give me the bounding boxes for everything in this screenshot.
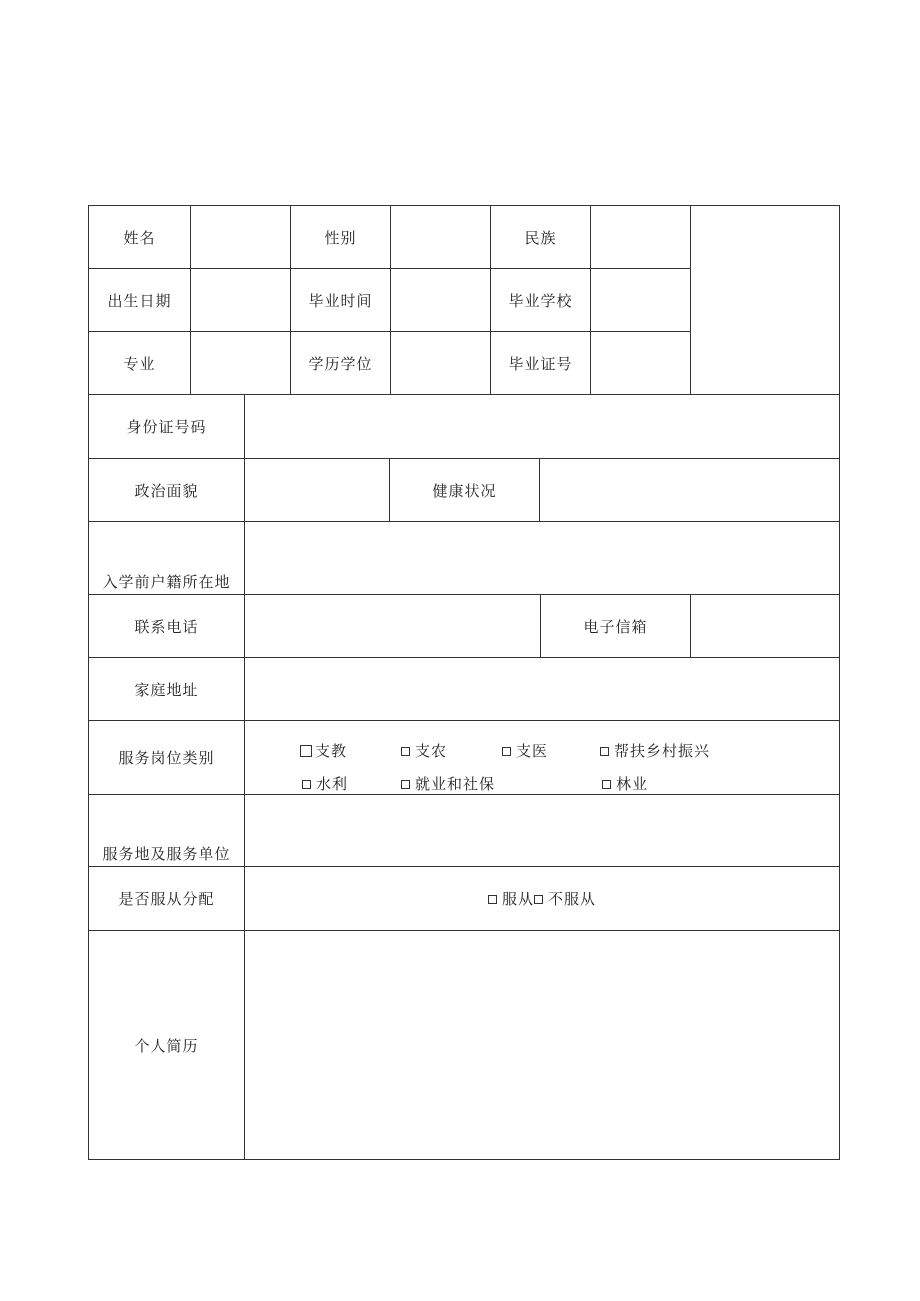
- birth-date-field[interactable]: [190, 268, 291, 332]
- registration-form: [88, 205, 840, 1160]
- graduation-time-field[interactable]: [390, 268, 491, 332]
- phone-field[interactable]: [244, 594, 541, 658]
- label-health-status: 健康状况: [389, 458, 540, 522]
- service-option-water[interactable]: 水利: [302, 773, 348, 794]
- label-service-category: 服务岗位类别: [88, 720, 245, 795]
- label-graduation-school: 毕业学校: [490, 268, 591, 332]
- service-option-medical[interactable]: 支医: [502, 740, 548, 761]
- label-service-location: 服务地及服务单位: [88, 794, 245, 867]
- checkbox-icon: [600, 747, 609, 756]
- service-option-agriculture[interactable]: 支农: [401, 740, 447, 761]
- checkbox-icon: [300, 745, 312, 757]
- political-status-field[interactable]: [244, 458, 390, 522]
- name-field[interactable]: [190, 205, 291, 269]
- email-field[interactable]: [690, 594, 840, 658]
- checkbox-icon: [488, 895, 497, 904]
- ethnicity-field[interactable]: [590, 205, 691, 269]
- label-email: 电子信箱: [540, 594, 691, 658]
- assignment-option-accept[interactable]: 服从: [488, 888, 534, 909]
- id-number-field[interactable]: [244, 394, 840, 459]
- service-option-employment[interactable]: 就业和社保: [401, 773, 495, 794]
- label-household-registration: 入学前户籍所在地: [88, 521, 245, 595]
- label-home-address: 家庭地址: [88, 657, 245, 721]
- service-option-forestry[interactable]: 林业: [602, 773, 648, 794]
- checkbox-icon: [302, 780, 311, 789]
- label-graduation-time: 毕业时间: [290, 268, 391, 332]
- checkbox-icon: [401, 747, 410, 756]
- label-name: 姓名: [88, 205, 191, 269]
- label-phone: 联系电话: [88, 594, 245, 658]
- service-option-rural-revitalization[interactable]: 帮扶乡村振兴: [600, 740, 710, 761]
- label-gender: 性别: [290, 205, 391, 269]
- health-status-field[interactable]: [539, 458, 840, 522]
- degree-field[interactable]: [390, 331, 491, 395]
- label-resume: 个人简历: [88, 930, 245, 1160]
- label-ethnicity: 民族: [490, 205, 591, 269]
- label-degree: 学历学位: [290, 331, 391, 395]
- photo-box[interactable]: [690, 205, 840, 395]
- home-address-field[interactable]: [244, 657, 840, 721]
- assignment-option-decline[interactable]: 不服从: [534, 888, 596, 909]
- major-field[interactable]: [190, 331, 291, 395]
- service-location-field[interactable]: [244, 794, 840, 867]
- gender-field[interactable]: [390, 205, 491, 269]
- checkbox-icon: [602, 780, 611, 789]
- label-accept-assignment: 是否服从分配: [88, 866, 245, 931]
- checkbox-icon: [502, 747, 511, 756]
- household-registration-field[interactable]: [244, 521, 840, 595]
- checkbox-icon: [534, 895, 543, 904]
- label-id-number: 身份证号码: [88, 394, 245, 459]
- graduation-school-field[interactable]: [590, 268, 691, 332]
- label-birth-date: 出生日期: [88, 268, 191, 332]
- label-diploma-number: 毕业证号: [490, 331, 591, 395]
- label-political-status: 政治面貌: [88, 458, 245, 522]
- diploma-number-field[interactable]: [590, 331, 691, 395]
- checkbox-icon: [401, 780, 410, 789]
- resume-field[interactable]: [244, 930, 840, 1160]
- accept-assignment-field: [244, 866, 840, 931]
- service-option-teaching[interactable]: 支教: [300, 740, 347, 761]
- label-major: 专业: [88, 331, 191, 395]
